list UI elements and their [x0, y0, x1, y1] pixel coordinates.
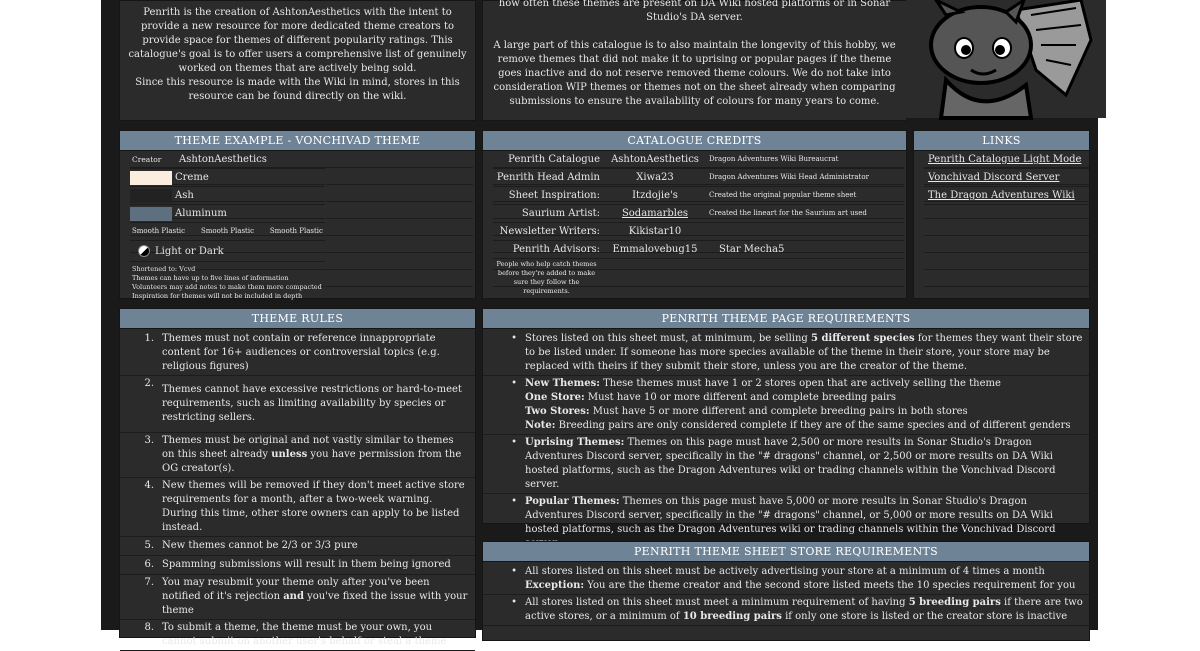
- intro-line: A large part of this catalogue is to also maintain the longevity of this hobby, we: [493, 40, 896, 51]
- rule-number: 5.: [144, 540, 154, 551]
- rule-text-part: you've fixed the issue with your theme: [162, 591, 468, 616]
- color-name: Aluminum: [175, 208, 227, 219]
- aluminum-swatch: [130, 207, 172, 221]
- credit-row: [493, 223, 904, 241]
- one-store-line: [525, 391, 1083, 405]
- creator-name: AshtonAesthetics: [179, 154, 267, 165]
- credit-note: Dragon Adventures Wiki Head Administrator: [709, 173, 869, 181]
- credit-note: Created the original popular theme sheet: [709, 191, 857, 199]
- note-line: Volunteers may add notes to make them more compacted: [132, 283, 322, 291]
- intro-line: Studio's DA server.: [646, 12, 743, 23]
- emphasis: Exception:: [525, 580, 585, 591]
- text-part: if only one store is listed or the creator store is inactive: [781, 611, 1068, 622]
- page-requirements-panel: [482, 308, 1090, 535]
- rule-text: To submit a theme, the theme must be your own, you cannot submit on another user's behalf or steal a theme: [162, 622, 447, 647]
- rule-item: [120, 620, 475, 651]
- requirement-item: [483, 435, 1089, 494]
- light-mode-link[interactable]: Penrith Catalogue Light Mode: [924, 151, 1089, 169]
- creator-label: Creator: [132, 155, 162, 164]
- intro-left-panel: [119, 0, 476, 121]
- exception-line: [525, 579, 1083, 593]
- saurium-dragon-image: [906, 0, 1106, 118]
- requirement-text: [525, 332, 1089, 374]
- credit-row: [493, 187, 904, 205]
- rule-number: 2.: [144, 378, 154, 389]
- wiki-link[interactable]: The Dragon Adventures Wiki: [924, 187, 1089, 205]
- discord-server-link[interactable]: Vonchivad Discord Server: [924, 169, 1089, 187]
- intro-line: consideration WIP themes or themes not on the sheet already when comparing: [493, 82, 896, 93]
- credit-name: Emmalovebug15: [612, 244, 698, 255]
- theme-example-panel: [119, 130, 476, 299]
- intro-line: submissions to ensure the availability of colours for many years to come.: [509, 96, 880, 107]
- rule-item: [120, 478, 475, 537]
- finishes-row: [130, 223, 325, 241]
- emphasis: 10 breeding pairs: [682, 611, 782, 622]
- text-part: All stores listed on this sheet must be actively advertising your store at a minimum of 4 times a month: [525, 566, 1045, 577]
- credit-row: [493, 241, 904, 259]
- note-line: Shortened to: Vcvd: [132, 265, 196, 273]
- credits-header: CATALOGUE CREDITS: [483, 131, 906, 151]
- bullet-icon: •: [511, 496, 517, 507]
- rule-text-part: Themes must be original and not vastly similar to themes on this sheet already: [162, 435, 454, 460]
- credit-role: Sheet Inspiration:: [508, 190, 600, 201]
- bullet-icon: •: [511, 566, 517, 577]
- note-line: Inspiration for themes will not be included in depth: [132, 292, 303, 300]
- ash-swatch: [130, 189, 172, 203]
- rule-text: Themes must not contain or reference innappropriate content for 16+ audiences or controversial topics (e.g. religious figures): [162, 333, 440, 372]
- text-part: All stores listed on this sheet must meet a minimum requirement of having: [525, 597, 909, 608]
- rule-number: 8.: [144, 622, 154, 633]
- text-part: Must have 10 or more different and complete breeding pairs: [584, 392, 897, 403]
- store-requirements-panel: [482, 541, 1090, 641]
- rule-number: 1.: [144, 333, 154, 344]
- text-part: Themes on this page must have 2,500 or more results in Sonar Studio's Dragon Adventures Discord server, specifically in the "# dragons" channel, or 2,500 or more results on DA Wiki hosted platforms, such as the Dragon Adventures wiki or trading channels within the Vonchivad Discord server.: [525, 437, 1056, 490]
- light-dark-icon: [138, 245, 150, 257]
- intro-line: goes inactive and do not reserve removed theme colours. We do not take into: [498, 68, 891, 79]
- rule-item: [120, 376, 475, 433]
- intro-line: Since this resource is made with the Wiki in mind, stores in this: [135, 77, 460, 88]
- note-line: [525, 419, 1083, 433]
- intro-line: [483, 25, 906, 39]
- theme-rules-header: THEME RULES: [120, 309, 475, 329]
- rule-item: [120, 433, 475, 478]
- links-list: [924, 151, 1089, 298]
- rule-number: 4.: [144, 480, 154, 491]
- color-row: [130, 169, 325, 187]
- bullet-icon: •: [511, 378, 517, 389]
- intro-line: Penrith is the creation of AshtonAesthetics with the intent to: [143, 7, 452, 18]
- rule-text-part: you have permission from the OG creator(s).: [162, 449, 462, 474]
- emphasis: 5 breeding pairs: [908, 597, 1001, 608]
- credit-name: Kikistar10: [628, 226, 682, 237]
- finish-label: Smooth Plastic: [132, 227, 186, 235]
- theme-example-table: [130, 151, 325, 301]
- color-name: Ash: [175, 190, 194, 201]
- requirement-text: [525, 377, 1089, 433]
- links-panel: [913, 130, 1090, 299]
- links-header: LINKS: [914, 131, 1089, 151]
- page-requirements-header: PENRITH THEME PAGE REQUIREMENTS: [483, 309, 1089, 329]
- color-row: [130, 205, 325, 223]
- credit-row: [493, 151, 904, 169]
- rule-text: New themes will be removed if they don't meet active store requirements for a month, after a two-week warning. During this time, other store owners can apply to be listed instead.: [162, 480, 465, 533]
- color-name: Creme: [175, 172, 209, 183]
- intro-line: remove themes that did not make it to uprising or popular pages if the theme: [497, 54, 892, 65]
- intro-line: provide a new resource for more dedicated theme creators to: [141, 21, 454, 32]
- credits-table: [493, 151, 904, 296]
- requirement-text: [525, 596, 1089, 624]
- emphasis: Two Stores:: [525, 406, 590, 417]
- emphasis: New Themes:: [525, 378, 600, 389]
- intro-line: how often these themes are present on DA Wiki hosted platforms or in Sonar: [498, 0, 891, 9]
- new-themes-line: [525, 377, 1083, 391]
- rule-text: [162, 434, 475, 476]
- intro-right-panel: [482, 0, 907, 121]
- text-part: Stores listed on this sheet must, at minimum, be selling: [525, 333, 811, 344]
- intro-right-text: [483, 0, 906, 109]
- credit-name: AshtonAesthetics: [611, 154, 699, 165]
- text-part: for themes they want their store to be listed under. If someone has more species available of the theme in their store, your store may be replaced with theirs if they submit their store, unless you are the creator of the theme.: [525, 333, 1083, 372]
- advisor-note: People who help catch themes before they're added to make sure they follow the requirements.: [496, 260, 597, 295]
- credit-name: Itzdojie's: [632, 190, 678, 201]
- text-part: Breeding pairs are only considered complete if they are of the same species and of different genders: [555, 420, 1071, 431]
- text-part: These themes must have 1 or 2 stores open that are actively selling the theme: [599, 378, 1001, 389]
- finish-label: Smooth Plastic: [269, 227, 323, 235]
- page-requirements-list: [483, 329, 1089, 553]
- requirement-item: [483, 564, 1089, 595]
- rule-item: [120, 575, 475, 620]
- credit-role: Penrith Catalogue: [508, 154, 600, 165]
- bullet-icon: •: [511, 437, 517, 448]
- credit-role: Saurium Artist:: [521, 208, 600, 219]
- theme-example-header: THEME EXAMPLE - VONCHIVAD THEME: [120, 131, 475, 151]
- requirement-text: [525, 436, 1089, 492]
- rule-item: [120, 537, 475, 556]
- creator-row: [130, 151, 325, 169]
- rule-number: 3.: [144, 435, 154, 446]
- credit-role: Newsletter Writers:: [499, 226, 600, 237]
- emphasis: One Store:: [525, 392, 585, 403]
- creme-swatch: [130, 171, 172, 185]
- rule-number: 7.: [144, 577, 154, 588]
- two-stores-line: [525, 405, 1083, 419]
- emphasis: Popular Themes:: [525, 496, 620, 507]
- emphasis: 5 different species: [811, 333, 915, 344]
- rule-item: [120, 331, 475, 376]
- theme-rules-list: [120, 329, 475, 651]
- intro-left-text: [120, 1, 475, 104]
- rule-text: Themes cannot have excessive restrictions or hard-to-meet requirements, such as limiting availability by species or restricting sellers.: [162, 384, 462, 423]
- store-requirements-header: PENRITH THEME SHEET STORE REQUIREMENTS: [483, 542, 1089, 562]
- credits-panel: [482, 130, 907, 299]
- rule-emphasis: and: [283, 591, 304, 602]
- credit-role: Penrith Head Admin: [496, 172, 600, 183]
- store-requirements-list: [483, 562, 1089, 626]
- finish-label: Smooth Plastic: [200, 227, 255, 235]
- text-part: You are the theme creator and the second store listed meets the 10 species requirement for you: [584, 580, 1076, 591]
- credit-row: [493, 169, 904, 187]
- note-line: Themes can have up to five lines of information: [132, 274, 289, 282]
- text-part: Themes on this page must have 5,000 or more results in Sonar Studio's Dragon Adventures Discord server, specifically in the "# dragons" channel, or 5,000 or more results on DA Wiki hosted platforms, such as the Dragon Adventures wiki or trading channels within the Vonchivad Discord: [525, 496, 1056, 535]
- text-part: Must have 5 or more different and complete breeding pairs in both stores: [589, 406, 968, 417]
- rule-text: New themes cannot be 2/3 or 3/3 pure: [162, 540, 358, 551]
- emphasis: Note:: [525, 420, 556, 431]
- catalogue-sheet: [101, 0, 1098, 647]
- rule-text: [162, 576, 475, 618]
- dragon-illustration: [906, 0, 1106, 118]
- credit-name-link[interactable]: Sodamarbles: [621, 208, 689, 219]
- requirement-item: [483, 595, 1089, 626]
- requirement-item: [483, 376, 1089, 435]
- theme-notes: [130, 262, 325, 301]
- rule-item: [120, 556, 475, 575]
- intro-line: catalogue's goal is to offer users a comprehensive list of genuinely: [128, 49, 467, 60]
- intro-line: resource can be found directly on the wiki.: [188, 91, 407, 102]
- emphasis: Uprising Themes:: [525, 437, 625, 448]
- mode-label: Light or Dark: [155, 245, 224, 257]
- credit-name: Star Mecha5: [719, 244, 785, 255]
- rule-emphasis: unless: [271, 449, 308, 460]
- color-row: [130, 187, 325, 205]
- requirement-text: [525, 565, 1089, 593]
- credit-row: [493, 205, 904, 223]
- text-part: if there are two active stores, or a minimum of: [525, 597, 1083, 622]
- requirement-item: [483, 331, 1089, 376]
- theme-rules-panel: [119, 308, 476, 647]
- credit-name: Xiwa23: [636, 172, 674, 183]
- credit-role: Penrith Advisors:: [512, 244, 600, 255]
- rule-text: Spamming submissions will result in them being ignored: [162, 559, 451, 570]
- mode-row: [130, 241, 325, 262]
- rule-text-part: You may resubmit your theme only after you've been notified of it's rejection: [162, 577, 430, 602]
- intro-line: worked on themes that are actively being sold.: [178, 63, 417, 74]
- theme-example-empty-area: [326, 151, 473, 296]
- credit-note: Dragon Adventures Wiki Bureaucrat: [709, 155, 839, 163]
- bullet-icon: •: [511, 333, 517, 344]
- bullet-icon: •: [511, 597, 517, 608]
- credit-note: Created the lineart for the Saurium art used: [709, 209, 867, 217]
- intro-line: provide space for themes of different popularity ratings. This: [142, 35, 453, 46]
- rule-number: 6.: [144, 559, 154, 570]
